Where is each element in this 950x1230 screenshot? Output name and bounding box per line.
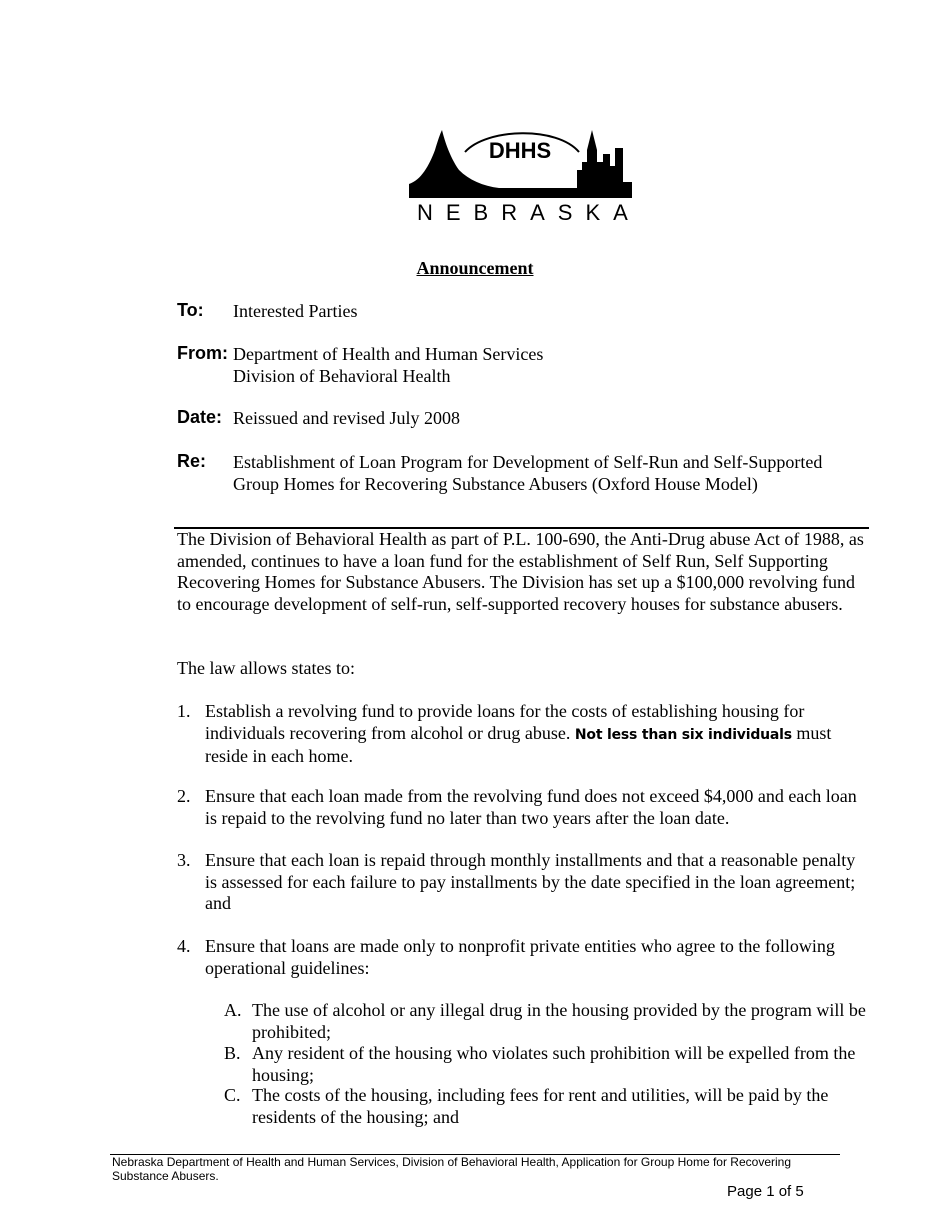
re-value — [233, 451, 822, 495]
sub-item-a — [224, 1000, 869, 1043]
to-label: To: — [177, 300, 204, 320]
sub-letter: B. — [224, 1043, 241, 1063]
from-line-2: Division of Behavioral Health — [233, 366, 451, 386]
skyline-icon — [407, 126, 635, 198]
list-item-1 — [177, 701, 867, 768]
re-label: Re: — [177, 451, 207, 471]
intro-paragraph: The Division of Behavioral Health as part of P.L. 100-690, the Anti-Drug abuse Act of 1988, as amended, continues to have a loan fund for the establishment of Self Run, Self Supporting Recovering Homes for Substance Abusers. The Division has set up a $100,000 revolving fund to encourage development of self-run, self-supported recovery houses for substance abusers. — [177, 529, 864, 614]
list-number: 3. — [177, 850, 191, 870]
list-item-4 — [177, 936, 867, 979]
sub-text: The costs of the housing, including fees for rent and utilities, will be paid by the residents of the housing; and — [252, 1085, 829, 1127]
date-value: Reissued and revised July 2008 — [233, 408, 460, 428]
list-text: Ensure that each loan is repaid through monthly installments and that a reasonable penalty is assessed for each failure to pay installments by the date specified in the loan agreement; and — [205, 850, 856, 913]
sub-item-b — [224, 1043, 869, 1086]
emphasis-text: Not less than six individuals — [574, 726, 792, 743]
footer-text: Nebraska Department of Health and Human Services, Division of Behavioral Health, Application for Group Home for Recovering Substance Abusers. — [112, 1155, 791, 1183]
sub-text: The use of alcohol or any illegal drug in the housing provided by the program will be prohibited; — [252, 1000, 866, 1042]
re-line-1: Establishment of Loan Program for Development of Self-Run and Self-Supported — [233, 452, 823, 472]
list-text: Ensure that each loan made from the revolving fund does not exceed $4,000 and each loan is repaid to the revolving fund no later than two years after the loan date. — [205, 786, 857, 828]
list-number: 1. — [177, 701, 191, 721]
page-number: Page 1 of 5 — [727, 1183, 804, 1200]
law-intro: The law allows states to: — [177, 658, 355, 678]
sub-letter: C. — [224, 1085, 241, 1105]
logo-abbr: DHHS — [488, 138, 552, 163]
sub-item-c — [224, 1085, 869, 1128]
list-item-2 — [177, 786, 867, 829]
list-text: Ensure that loans are made only to nonprofit private entities who agree to the following operational guidelines: — [205, 936, 835, 978]
dhhs-logo — [407, 126, 641, 226]
from-label: From: — [177, 343, 228, 363]
re-line-2: Group Homes for Recovering Substance Abusers (Oxford House Model) — [233, 474, 758, 494]
list-item-3 — [177, 850, 867, 915]
list-number: 4. — [177, 936, 191, 956]
from-line-1: Department of Health and Human Services — [233, 344, 544, 364]
sub-letter: A. — [224, 1000, 242, 1020]
date-label: Date: — [177, 407, 223, 427]
sub-text: Any resident of the housing who violates such prohibition will be expelled from the housing; — [252, 1043, 856, 1085]
to-value: Interested Parties — [233, 301, 358, 321]
page-title: Announcement — [416, 258, 534, 278]
list-number: 2. — [177, 786, 191, 806]
logo-state-name: NEBRASKA — [417, 200, 641, 225]
from-value — [233, 343, 543, 387]
list-text: Establish a revolving fund to provide loans for the costs of establishing housing for individuals recovering from alcohol or drug abuse. Not less than six individuals must reside in each home. — [205, 701, 832, 766]
